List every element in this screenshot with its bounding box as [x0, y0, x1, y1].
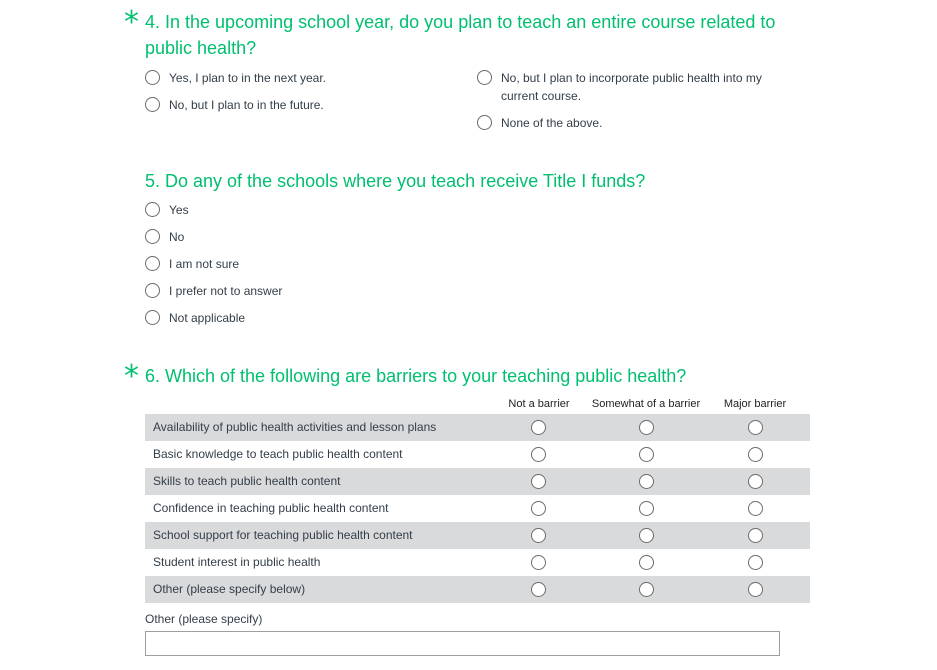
radio-not-a-barrier[interactable]: [531, 474, 546, 489]
matrix-row-availability: Availability of public health activities and lesson plans: [145, 414, 810, 441]
question-5-title: 5. Do any of the schools where you teach receive Title I funds?: [145, 171, 646, 191]
matrix-row-school-support: School support for teaching public health content: [145, 522, 810, 549]
radio-button[interactable]: [145, 70, 160, 85]
radio-not-a-barrier[interactable]: [531, 501, 546, 516]
matrix-row-skills: Skills to teach public health content: [145, 468, 810, 495]
radio-major-barrier[interactable]: [748, 447, 763, 462]
radio-button[interactable]: [145, 229, 160, 244]
q4-option-yes-next-year[interactable]: Yes, I plan to in the next year.: [145, 69, 326, 87]
radio-not-a-barrier[interactable]: [531, 582, 546, 597]
radio-button[interactable]: [145, 310, 160, 325]
q5-option-not-applicable[interactable]: Not applicable: [145, 309, 245, 327]
radio-button[interactable]: [145, 97, 160, 112]
radio-button[interactable]: [145, 283, 160, 298]
matrix-row-confidence: Confidence in teaching public health content: [145, 495, 810, 522]
radio-somewhat-barrier[interactable]: [639, 501, 654, 516]
q4-option-future[interactable]: No, but I plan to in the future.: [145, 96, 324, 114]
q5-option-yes[interactable]: Yes: [145, 201, 189, 219]
other-specify-label: Other (please specify): [145, 612, 263, 626]
q5-option-not-sure[interactable]: I am not sure: [145, 255, 239, 273]
column-header-somewhat: Somewhat of a barrier: [591, 398, 701, 410]
radio-somewhat-barrier[interactable]: [639, 474, 654, 489]
column-header-not-a-barrier: Not a barrier: [508, 398, 570, 410]
required-asterisk: *: [124, 359, 139, 394]
radio-major-barrier[interactable]: [748, 582, 763, 597]
radio-button[interactable]: [145, 202, 160, 217]
radio-not-a-barrier[interactable]: [531, 447, 546, 462]
radio-major-barrier[interactable]: [748, 555, 763, 570]
radio-not-a-barrier[interactable]: [531, 528, 546, 543]
column-header-major: Major barrier: [723, 398, 787, 410]
question-4-title: 4. In the upcoming school year, do you plan to teach an entire course related to public health?: [145, 12, 776, 58]
radio-somewhat-barrier[interactable]: [639, 528, 654, 543]
radio-major-barrier[interactable]: [748, 501, 763, 516]
radio-not-a-barrier[interactable]: [531, 555, 546, 570]
other-specify-input[interactable]: [145, 631, 780, 656]
matrix-row-student-interest: Student interest in public health: [145, 549, 810, 576]
q5-option-no[interactable]: No: [145, 228, 184, 246]
q4-option-incorporate[interactable]: No, but I plan to incorporate public health into my current course.: [477, 69, 777, 105]
radio-major-barrier[interactable]: [748, 474, 763, 489]
radio-button[interactable]: [477, 70, 492, 85]
radio-not-a-barrier[interactable]: [531, 420, 546, 435]
question-6-title: 6. Which of the following are barriers to your teaching public health?: [145, 366, 687, 386]
matrix-row-basic-knowledge: Basic knowledge to teach public health content: [145, 441, 810, 468]
q5-option-prefer-not[interactable]: I prefer not to answer: [145, 282, 282, 300]
radio-button[interactable]: [145, 256, 160, 271]
radio-major-barrier[interactable]: [748, 528, 763, 543]
q4-option-none[interactable]: None of the above.: [477, 114, 602, 132]
radio-somewhat-barrier[interactable]: [639, 582, 654, 597]
radio-major-barrier[interactable]: [748, 420, 763, 435]
radio-somewhat-barrier[interactable]: [639, 447, 654, 462]
radio-somewhat-barrier[interactable]: [639, 555, 654, 570]
matrix-row-other: Other (please specify below): [145, 576, 810, 603]
required-asterisk: *: [124, 5, 139, 40]
radio-somewhat-barrier[interactable]: [639, 420, 654, 435]
radio-button[interactable]: [477, 115, 492, 130]
